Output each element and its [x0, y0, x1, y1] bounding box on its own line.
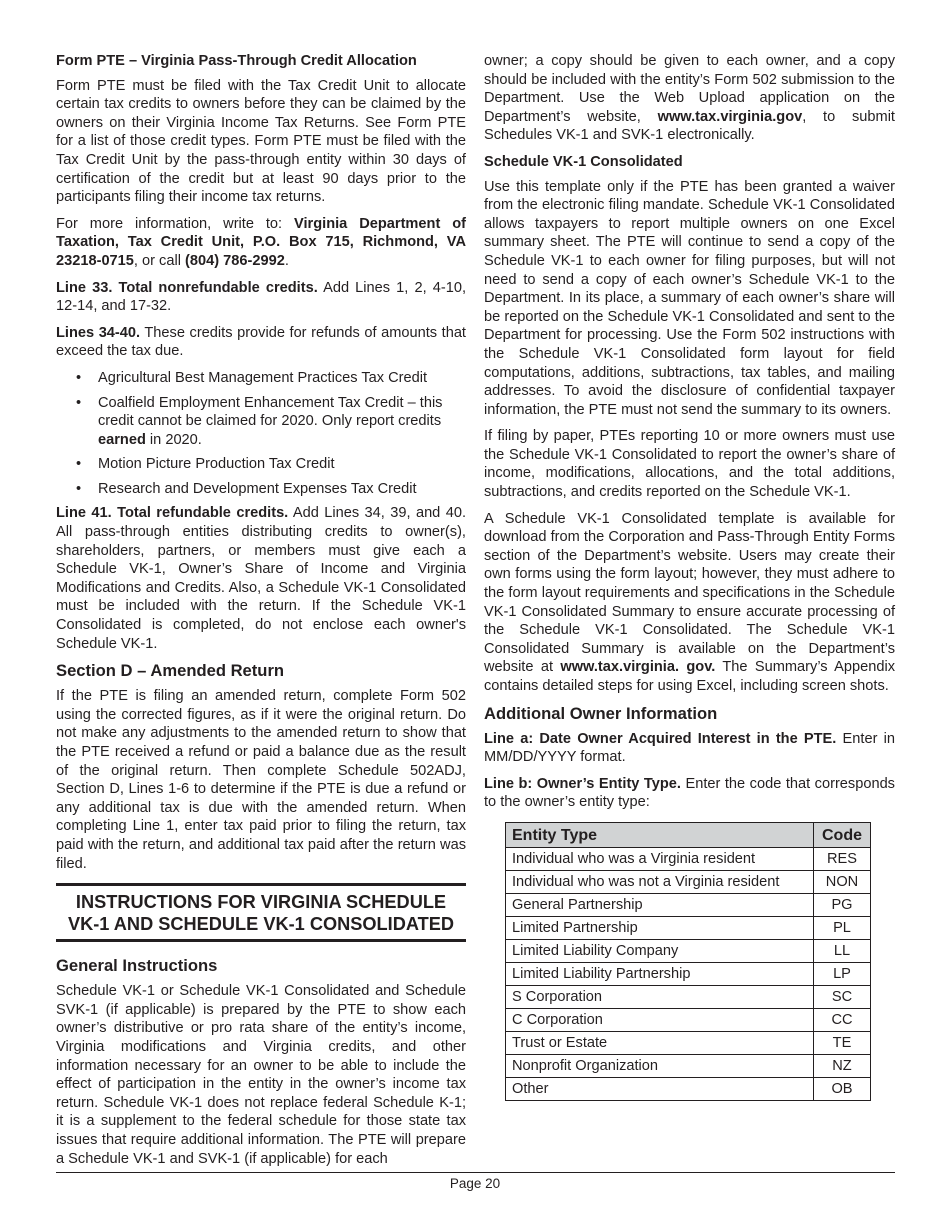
table-row	[506, 1031, 871, 1054]
code-cell: OB	[814, 1077, 871, 1100]
vk1-consolidated-paragraph-1: Use this template only if the PTE has been granted a waiver from the electronic filing mandate. Schedule VK-1 Consolidated allows taxpayers to report multiple owners on one Excel summary sheet. The PTE will continue to send a copy of the Schedule VK-1 to each owner for filing purposes, but will not need to send a copy of each owner’s Schedule VK-1 to the Department. In its place, a summary of each owner’s share will be reported on the Schedule VK-1 Consolidated and sent to the Department for processing. Use the Form 502 instructions with the Schedule VK-1 Consolidated form layout for field computations, additions, subtractions, tax tables, and mailing addresses. To avoid the disclosure of confidential taxpayer information, the PTE must not send the summary to its owners.	[484, 178, 895, 418]
bullet-icon: •	[76, 456, 82, 473]
table-row	[506, 985, 871, 1008]
table-row	[506, 939, 871, 962]
code-cell: LP	[814, 962, 871, 985]
entity-type-cell: Limited Liability Company	[506, 939, 814, 962]
left-column	[56, 52, 466, 1176]
general-instructions-paragraph: Schedule VK-1 or Schedule VK-1 Consolidated and Schedule SVK-1 (if applicable) is prepared by the PTE to show each owner’s distributive or pro rata share of the entity’s income, Virginia modifications and Virginia credits, and other information necessary for an owner to be able to include the effect of participation in the entity in the owner’s income tax return. Schedule VK-1 does not replace federal Schedule K-1; it is a supplement to the federal schedule for those state tax issues that require additional information. The PTE will prepare a Schedule VK-1 and SVK-1 (if applicable) for each	[56, 983, 466, 1167]
code-cell: SC	[814, 985, 871, 1008]
table-row	[506, 870, 871, 893]
additional-owner-info-heading: Additional Owner Information	[484, 703, 718, 723]
section-d-heading: Section D – Amended Return	[56, 661, 285, 681]
page-number: Page 20	[449, 1176, 501, 1191]
general-instructions-heading: General Instructions	[56, 956, 218, 976]
lines34-40-paragraph: Lines 34-40. These credits provide for refunds of amounts that exceed the tax due.	[56, 324, 466, 360]
entity-type-cell: Other	[506, 1077, 814, 1100]
continued-paragraph: owner; a copy should be given to each owner, and a copy should be included with the entity’s Form 502 submission to the Department. Use the Web Upload application on the Department’s website, www.tax.virginia.gov, to submit Schedules VK-1 and SVK-1 electronically.	[484, 53, 895, 144]
refundable-credits-list	[56, 369, 466, 499]
entity-type-cell: Limited Partnership	[506, 916, 814, 939]
code-cell: TE	[814, 1031, 871, 1054]
bullet-icon: •	[76, 369, 82, 386]
table-row	[506, 962, 871, 985]
line-a-paragraph: Line a: Date Owner Acquired Interest in the PTE. Enter in MM/DD/YYYY format.	[484, 730, 895, 766]
table-row	[506, 1077, 871, 1100]
code-cell: PL	[814, 916, 871, 939]
entity-type-table-body	[506, 847, 871, 1100]
code-cell: RES	[814, 847, 871, 870]
table-row	[506, 893, 871, 916]
entity-type-cell: Trust or Estate	[506, 1031, 814, 1054]
entity-type-cell: S Corporation	[506, 985, 814, 1008]
code-cell: LL	[814, 939, 871, 962]
entity-type-cell: Individual who was a Virginia resident	[506, 847, 814, 870]
pte-heading: Form PTE – Virginia Pass-Through Credit Allocation	[56, 53, 417, 69]
entity-type-header: Entity Type	[506, 822, 814, 847]
tax-credit-unit-address: Virginia Department of Taxation, Tax Credit Unit, P.O. Box 715, Richmond, VA 23218-0715	[56, 215, 466, 269]
website-url: www.tax.virginia. gov.	[560, 659, 716, 676]
line-b-paragraph: Line b: Owner’s Entity Type. Enter the code that corresponds to the owner’s entity type:	[484, 775, 895, 811]
code-cell: PG	[814, 893, 871, 916]
table-row	[506, 847, 871, 870]
list-item: • Coalfield Employment Enhancement Tax Credit – this credit cannot be claimed for 2020. Only report credits earned in 2020.	[76, 394, 443, 448]
section-d-paragraph: If the PTE is filing an amended return, complete Form 502 using the corrected figures, as if it were the original return. Do not make any adjustments to the amended return to show that the PTE received a refund or paid a balance due as the result of the original return. Then complete Schedule 502ADJ, Section D, Lines 1-6 to determine if the PTE is due a refund or any additional tax is due with the amended return. When completing Line 1, enter tax paid prior to filing the return, tax paid with the return, and additional tax paid after the return was filed.	[56, 688, 466, 872]
footer-divider	[56, 1172, 895, 1173]
info-paragraph: For more information, write to: Virginia Department of Taxation, Tax Credit Unit, P.O. Box 715, Richmond, VA 23218-0715, or call (804) 786-2992.	[56, 215, 466, 269]
line33-paragraph: Line 33. Total nonrefundable credits. Add Lines 1, 2, 4-10, 12-14, and 17-32.	[56, 279, 466, 315]
vk1-consolidated-heading: Schedule VK-1 Consolidated	[484, 153, 683, 170]
entity-type-cell: Nonprofit Organization	[506, 1054, 814, 1077]
pte-paragraph: Form PTE must be filed with the Tax Credit Unit to allocate certain tax credits to owners before they can be claimed by the owners on their Virginia Income Tax Returns. See Form PTE for a list of those credit types. Form PTE must be filed with the Tax Credit Unit by the pass-through entity within 30 days of certification of the credit but at least 90 days prior to the participants filing their income tax returns.	[56, 77, 466, 206]
table-row	[506, 1054, 871, 1077]
entity-type-cell: C Corporation	[506, 1008, 814, 1031]
code-header: Code	[814, 822, 871, 847]
code-cell: NZ	[814, 1054, 871, 1077]
phone-number: (804) 786-2992	[185, 252, 285, 269]
right-column	[484, 52, 895, 1101]
code-cell: NON	[814, 870, 871, 893]
table-row	[506, 916, 871, 939]
table-header-row	[506, 822, 871, 847]
table-row	[506, 1008, 871, 1031]
list-item: • Research and Development Expenses Tax Credit	[76, 480, 417, 497]
instructions-title-box: INSTRUCTIONS FOR VIRGINIA SCHEDULE VK-1 AND SCHEDULE VK-1 CONSOLIDATED	[56, 883, 466, 942]
entity-type-table	[505, 822, 871, 1101]
bullet-icon: •	[76, 394, 82, 411]
entity-type-cell: Individual who was not a Virginia resident	[506, 870, 814, 893]
line41-paragraph: Line 41. Total refundable credits. Add Lines 34, 39, and 40. All pass-through entities distributing credits to owner(s), shareholders, partners, or members must give each a Schedule VK-1, Owner’s Share of Income and Virginia Modifications and Credits. Also, a Schedule VK-1 Consolidated must be included with the return. If the Schedule VK-1 Consolidated is completed, do not enclose each owner's Schedule VK-1.	[56, 505, 467, 652]
code-cell: CC	[814, 1008, 871, 1031]
list-item: • Motion Picture Production Tax Credit	[76, 456, 335, 473]
bullet-icon: •	[76, 480, 82, 497]
website-url: www.tax.virginia.gov	[657, 108, 803, 125]
entity-type-cell: Limited Liability Partnership	[506, 962, 814, 985]
vk1-consolidated-paragraph-2: If filing by paper, PTEs reporting 10 or more owners must use the Schedule VK-1 Consolidated to report the owner’s share of income, modifications, allocations, and the total additions, subtractions, and credits reported on the Schedule VK-1.	[484, 428, 895, 501]
vk1-consolidated-paragraph-3: A Schedule VK-1 Consolidated template is available for download from the Corporation and Pass-Through Entity Forms section of the Department’s website. Users may create their own forms using the form layout; however, they must adhere to the form layout requirements and specifications in the Schedule VK-1 Consolidated Summary to ensure accurate processing of the Schedule VK-1 Consolidated. The Schedule VK-1 Consolidated Summary is available on the Department’s website at www.tax.virginia. gov. The Summary’s Appendix contains detailed steps for using Excel, including screen shots.	[484, 510, 896, 694]
list-item: • Agricultural Best Management Practices Tax Credit	[76, 369, 428, 386]
entity-type-cell: General Partnership	[506, 893, 814, 916]
